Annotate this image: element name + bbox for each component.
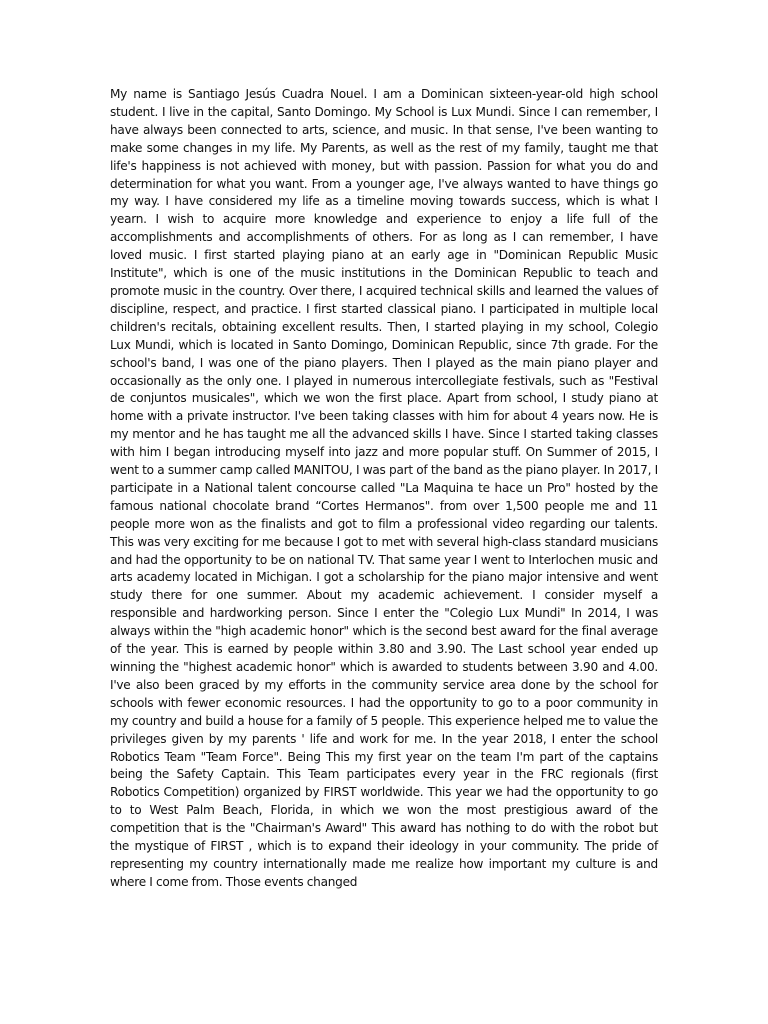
essay-paragraph: My name is Santiago Jesús Cuadra Nouel. I am a Dominican sixteen-year-old high school student. I live in the capital, Santo Domingo. My School is Lux Mundi. Since I can remember, I have always been connected to arts, science, and music. In that sense, I've been wanting to make some changes in my life. My Parents, as well as the rest of my family, taught me that life's happiness is not achieved with money, but with passion. Passion for what you do and determination for what you want. From a younger age, I've always wanted to have things go my way. I have considered my life as a timeline moving towards success, which is what I yearn. I wish to acquire more knowledge and experience to enjoy a life full of the accomplishments and accomplishments of others. For as long as I can remember, I have loved music. I first started playing piano at an early age in "Dominican Republic Music Institute", which is one of the music institutions in the Dominican Republic to teach and promote music in the country. Over there, I acquired technical skills and learned the values of discipline, respect, and practice. I first started classical piano. I participated in multiple local children's recitals, obtaining excellent results. Then, I started playing in my school, Colegio Lux Mundi, which is located in Santo Domingo, Dominican Republic, since 7th grade. For the school's band, I was one of the piano players. Then I played as the main piano player and occasionally as the only one. I played in numerous intercollegiate festivals, such as "Festival de conjuntos musicales", which we won the first place. Apart from school, I study piano at home with a private instructor. I've been taking classes with him for about 4 years now. He is my mentor and he has taught me all the advanced skills I have. Since I started taking classes with him I began introducing myself into jazz and more popular stuff. On Summer of 2015, I went to a summer camp called MANITOU, I was part of the band as the piano player. In 2017, I participate in a National talent concourse called "La Maquina te hace un Pro" hosted by the famous national chocolate brand “Cortes Hermanos". from over 1,500 people me and 11 people more won as the finalists and got to film a professional video regarding our talents. This was very exciting for me because I got to met with several high-class standard musicians and had the opportunity to be on national TV. That same year I went to Interlochen music and arts academy located in Michigan. I got a scholarship for the piano major intensive and went study there for one summer. About my academic achievement. I consider myself a responsible and hardworking person. Since I enter the "Colegio Lux Mundi" In 2014, I was always within the "high academic honor" which is the second best award for the final average of the year. This is earned by people within 3.80 and 3.90. The Last school year ended up winning the "highest academic honor" which is awarded to students between 3.90 and 4.00. I've also been graced by my efforts in the community service area done by the school for schools with fewer economic resources. I had the opportunity to go to a poor community in my country and build a house for a family of 5 people. This experience helped me to value the privileges given by my parents ' life and work for me. In the year 2018, I enter the school Robotics Team "Team Force". Being This my first year on the team I'm part of the captains being the Safety Captain. This Team participates every year in the FRC regionals (first Robotics Competition) organized by FIRST worldwide. This year we had the opportunity to go to to West Palm Beach, Florida, in which we won the most prestigious award of the competition that is the "Chairman's Award" This award has nothing to do with the robot but the mystique of FIRST , which is to expand their ideology in your community. The pride of representing my country internationally made me realize how important my culture is and where I come from. Those events changed: [110, 87, 658, 889]
